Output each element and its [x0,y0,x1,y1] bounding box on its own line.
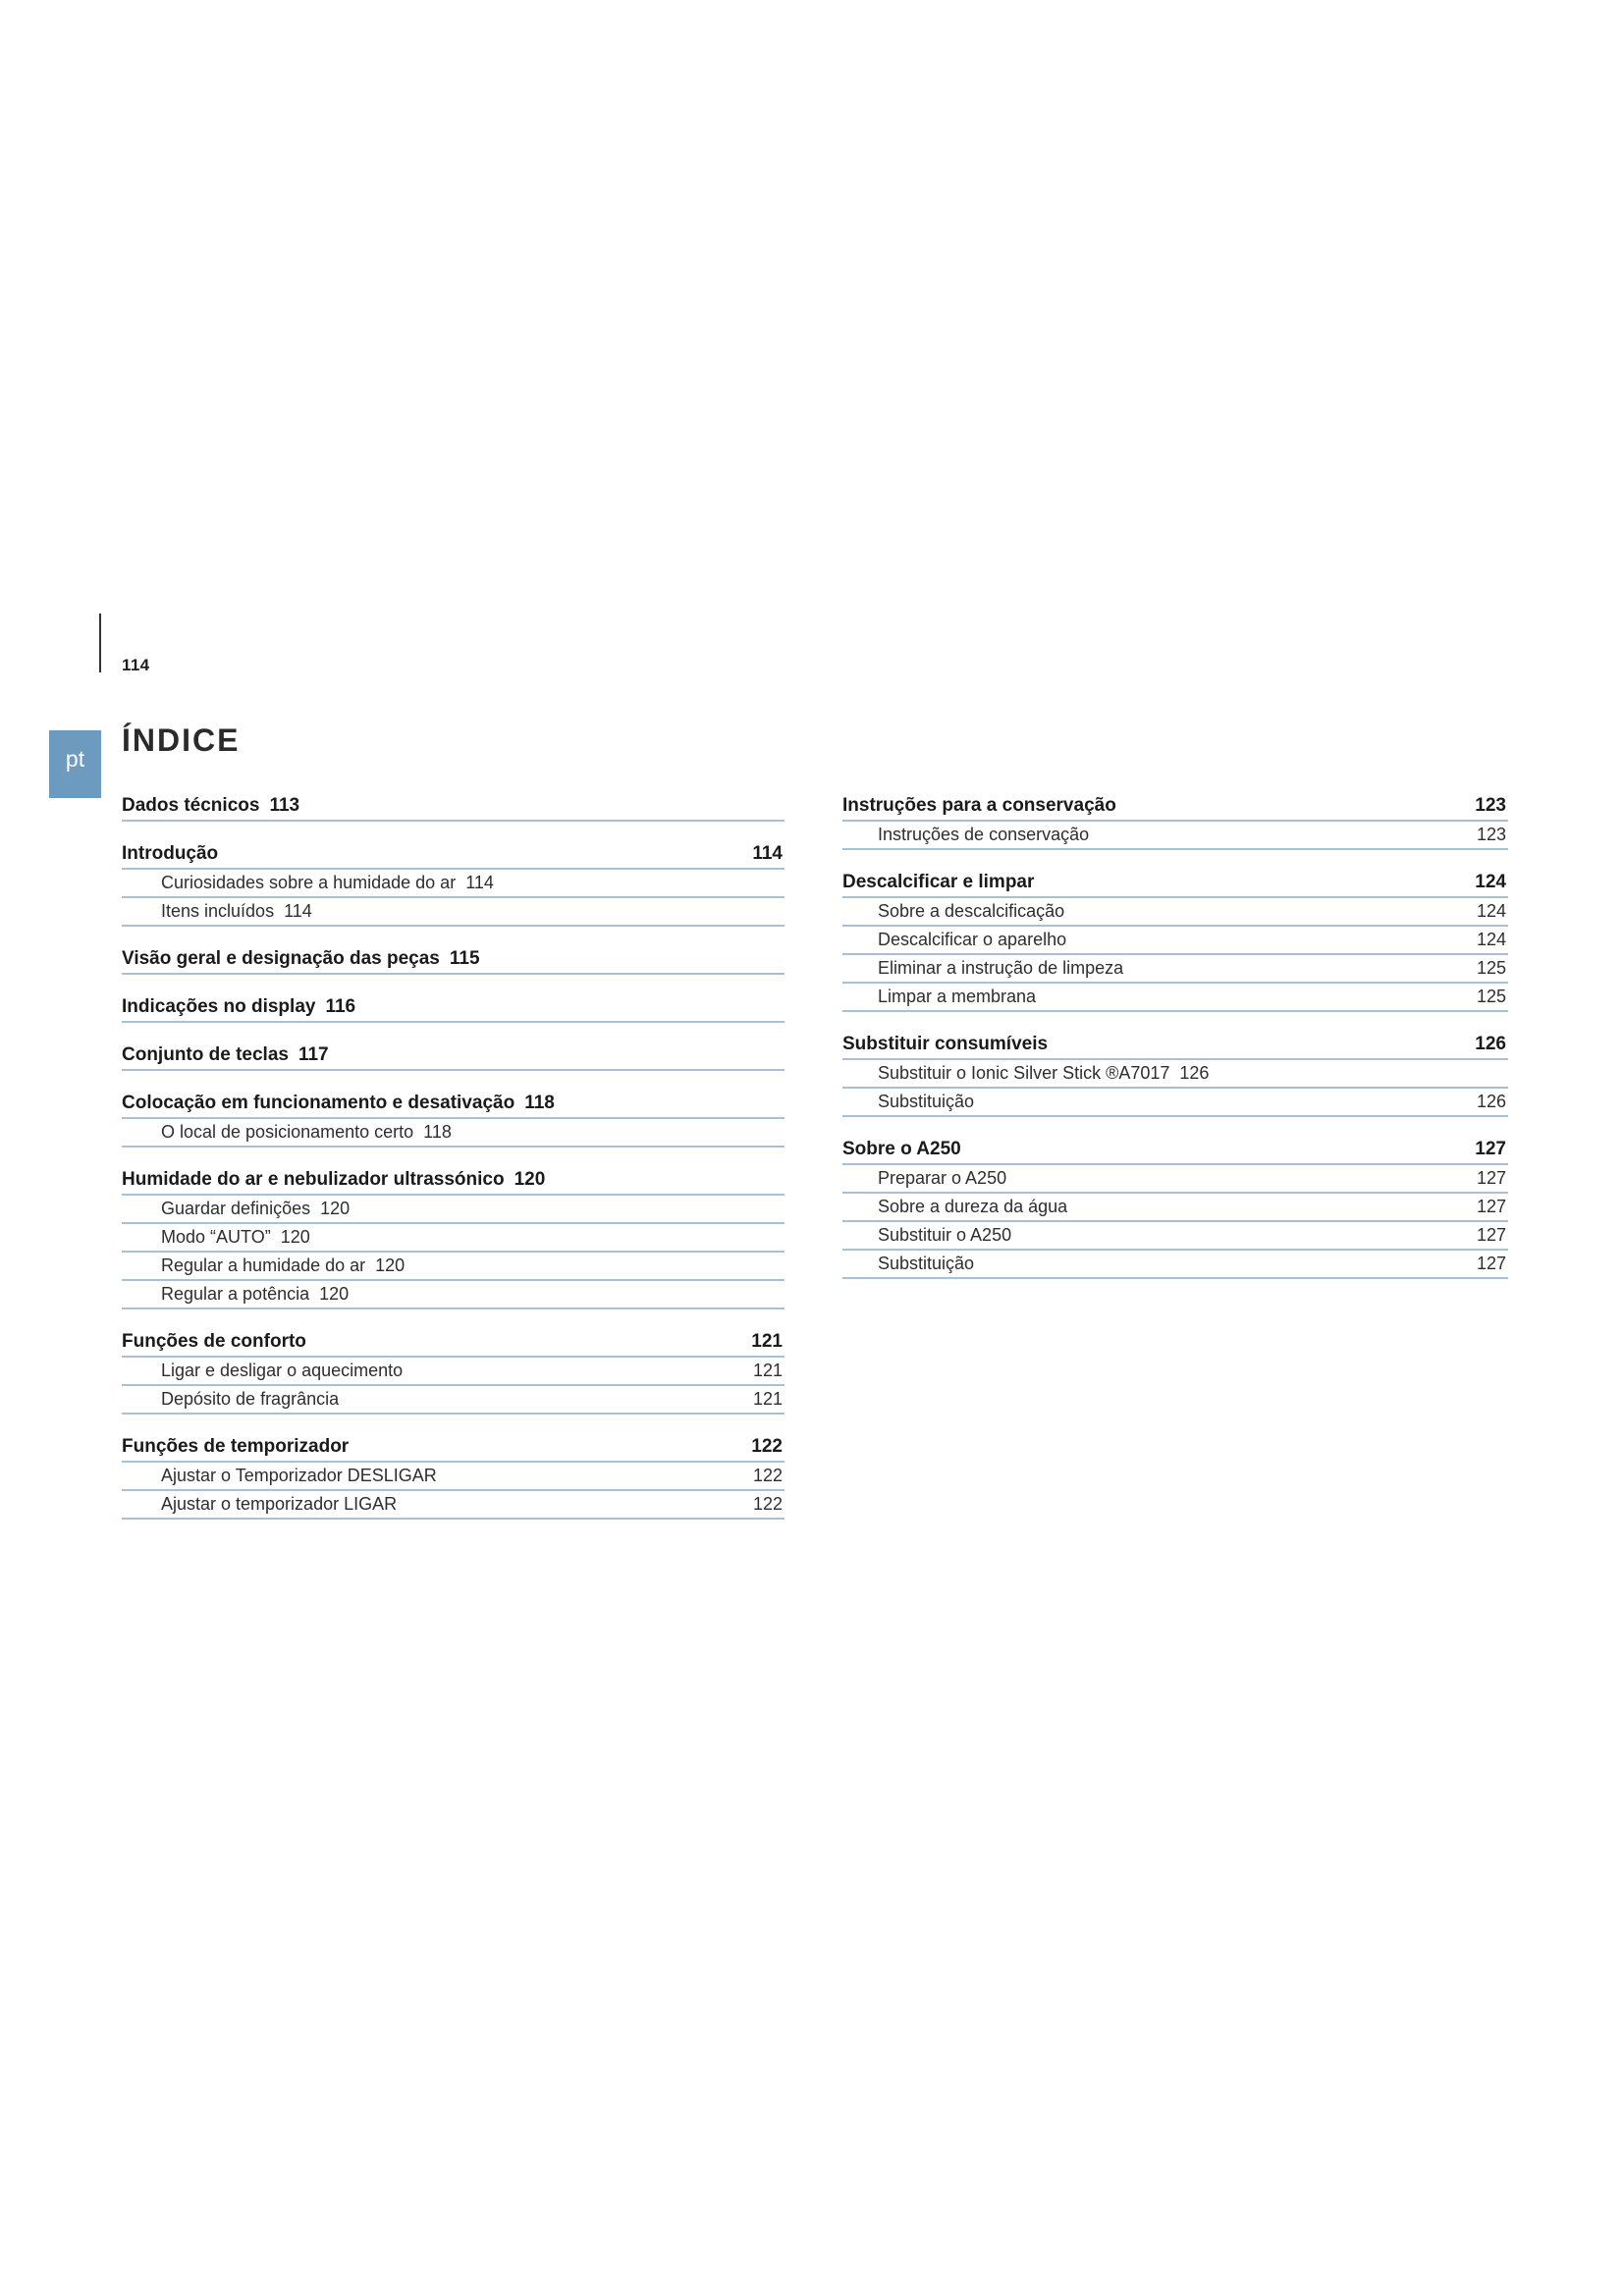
page-reference: 127 [1476,1168,1506,1188]
page-reference: 126 [1179,1063,1210,1083]
page-reference: 124 [1476,930,1506,949]
page-reference: 120 [319,1284,350,1304]
language-tab: pt [49,730,101,798]
entry-label [122,1494,397,1515]
page-reference: 113 [269,795,300,816]
entry-label [122,1389,339,1410]
page-reference: 125 [1476,958,1506,978]
section-title [842,795,1116,817]
entry-label [842,1225,1011,1246]
page-reference: 115 [449,948,480,969]
page-reference: 121 [752,1389,783,1409]
label-text: Ajustar o Temporizador DESLIGAR [161,1466,437,1485]
page-reference: 122 [752,1494,783,1514]
entry-label [842,1168,1006,1189]
label-text: Substituição [878,1254,975,1273]
toc-section [122,1432,785,1520]
page-reference: 123 [1475,795,1506,816]
toc-right-column [842,791,1508,1297]
page-reference: 124 [1475,872,1506,892]
label-text: Substituição [878,1092,975,1111]
toc-section-heading[interactable] [122,1041,785,1071]
section-title [122,1093,555,1114]
entry-label [842,1197,1067,1217]
section-title [122,1169,545,1191]
toc-section-heading[interactable] [122,791,785,822]
section-title [122,1044,329,1066]
page-reference: 122 [751,1436,783,1457]
toc-section [842,868,1508,1012]
label-text: Itens incluídos [161,901,275,921]
toc-section-heading[interactable] [122,944,785,975]
label-text: Sobre a dureza da água [878,1197,1068,1216]
label-text: Dados técnicos [122,795,260,816]
page-reference: 120 [375,1255,406,1275]
label-text: Preparar o A250 [878,1168,1007,1188]
entry-label [842,1063,1209,1084]
page-reference: 120 [514,1169,546,1190]
toc-entry[interactable] [842,1251,1508,1279]
page-reference: 124 [1476,901,1506,921]
label-text: Funções de conforto [122,1331,306,1352]
page-reference: 126 [1475,1034,1506,1054]
page-reference: 116 [325,996,356,1017]
entry-label [842,1254,974,1274]
page-reference: 125 [1476,987,1506,1006]
label-text: Substituir consumíveis [842,1034,1049,1054]
entry-label [842,958,1123,979]
toc-section-heading[interactable] [122,1089,785,1119]
page-reference: 127 [1476,1254,1506,1273]
toc-entry[interactable] [842,1222,1508,1251]
section-title [122,1331,306,1353]
label-text: Eliminar a instrução de limpeza [878,958,1124,978]
label-text: Regular a potência [161,1284,310,1304]
label-text: Guardar definições [161,1199,311,1218]
toc-section [122,992,785,1023]
label-text: O local de posicionamento certo [161,1122,414,1142]
margin-rule [99,614,101,672]
label-text: Regular a humidade do ar [161,1255,366,1275]
entry-label [842,987,1036,1007]
page-number: 114 [122,656,150,674]
toc-section [122,1327,785,1415]
toc-section-heading[interactable] [842,868,1508,898]
page-reference: 121 [751,1331,783,1352]
entry-label [122,873,494,893]
page-reference: 114 [465,873,494,892]
page-title: ÍNDICE [122,722,241,758]
entry-label [842,930,1066,950]
page-reference: 127 [1476,1225,1506,1245]
toc-section [122,944,785,975]
toc-section [122,1089,785,1148]
label-text: Substituir o A250 [878,1225,1012,1245]
toc-section [842,1030,1508,1117]
toc-entry[interactable] [842,1165,1508,1194]
page-reference: 120 [320,1199,351,1218]
label-text: Ligar e desligar o aquecimento [161,1361,404,1380]
toc-entry[interactable] [842,1060,1508,1089]
section-title [122,1436,349,1458]
section-title [122,996,355,1018]
toc-section-heading[interactable] [122,992,785,1023]
entry-label [842,901,1064,922]
toc-left-column [122,791,785,1537]
toc-section-heading[interactable] [842,1030,1508,1060]
toc-entry[interactable] [842,822,1508,850]
label-text: Visão geral e designação das peças [122,948,440,969]
label-text: Modo “AUTO” [161,1227,271,1247]
label-text: Sobre o A250 [842,1139,961,1159]
toc-section [122,839,785,927]
toc-entry[interactable] [122,1196,785,1224]
toc-entry[interactable] [122,1463,785,1491]
label-text: Conjunto de teclas [122,1044,289,1065]
toc-section-heading[interactable] [122,1165,785,1196]
label-text: Limpar a membrana [878,987,1037,1006]
section-title [122,843,218,865]
toc-section [122,1041,785,1071]
page-reference: 118 [524,1093,555,1113]
entry-label [122,1122,452,1143]
toc-entry[interactable] [122,1386,785,1415]
section-title [842,872,1034,893]
toc-entry[interactable] [122,1224,785,1253]
toc-section-heading[interactable] [122,1432,785,1463]
section-title [842,1139,961,1160]
toc-section-heading[interactable] [842,1135,1508,1165]
label-text: Humidade do ar e nebulizador ultrassónico [122,1169,505,1190]
label-text: Ajustar o temporizador LIGAR [161,1494,398,1514]
label-text: Instruções de conservação [878,825,1090,844]
page-reference: 121 [752,1361,783,1380]
label-text: Descalcificar o aparelho [878,930,1067,949]
toc-section-heading[interactable] [122,839,785,870]
label-text: Funções de temporizador [122,1436,350,1457]
section-title [122,795,299,817]
label-text: Instruções para a conservação [842,795,1116,816]
toc-entry[interactable] [842,898,1508,927]
toc-entry[interactable] [842,984,1508,1012]
toc-entry[interactable] [842,955,1508,984]
toc-entry[interactable] [122,1358,785,1386]
label-text: Descalcificar e limpar [842,872,1035,892]
label-text: Colocação em funcionamento e desativação [122,1093,515,1113]
entry-label [842,1092,974,1112]
page-reference: 114 [752,843,783,864]
entry-label [122,1466,437,1486]
page-reference: 123 [1476,825,1506,844]
entry-label [122,1199,350,1219]
label-text: Indicações no display [122,996,316,1017]
toc-section [122,1165,785,1309]
page-reference: 117 [298,1044,329,1065]
entry-label [122,1227,310,1248]
toc-section [842,791,1508,850]
page-reference: 126 [1476,1092,1506,1111]
toc-section-heading[interactable] [842,791,1508,822]
page-reference: 127 [1475,1139,1506,1159]
label-text: Sobre a descalcificação [878,901,1065,921]
page-reference: 118 [423,1122,452,1142]
toc-entry[interactable] [842,927,1508,955]
toc-entry[interactable] [122,1491,785,1520]
toc-entry[interactable] [122,898,785,927]
toc-entry[interactable] [122,1281,785,1309]
section-title [122,948,480,970]
label-text: Introdução [122,843,219,864]
toc-section-heading[interactable] [122,1327,785,1358]
toc-entry[interactable] [122,870,785,898]
section-title [842,1034,1048,1055]
toc-section [122,791,785,822]
entry-label [842,825,1089,845]
toc-entry[interactable] [842,1089,1508,1117]
label-text: Depósito de fragrância [161,1389,340,1409]
page-reference: 114 [284,901,312,921]
toc-section [842,1135,1508,1279]
toc-entry[interactable] [122,1253,785,1281]
entry-label [122,1361,403,1381]
page-reference: 122 [752,1466,783,1485]
entry-label [122,1284,349,1305]
toc-entry[interactable] [842,1194,1508,1222]
toc-entry[interactable] [122,1119,785,1148]
entry-label [122,1255,405,1276]
label-text: Curiosidades sobre a humidade do ar [161,873,457,892]
page-reference: 120 [280,1227,310,1247]
entry-label [122,901,312,922]
label-text: Substituir o Ionic Silver Stick ®A7017 [878,1063,1170,1083]
page-reference: 127 [1476,1197,1506,1216]
